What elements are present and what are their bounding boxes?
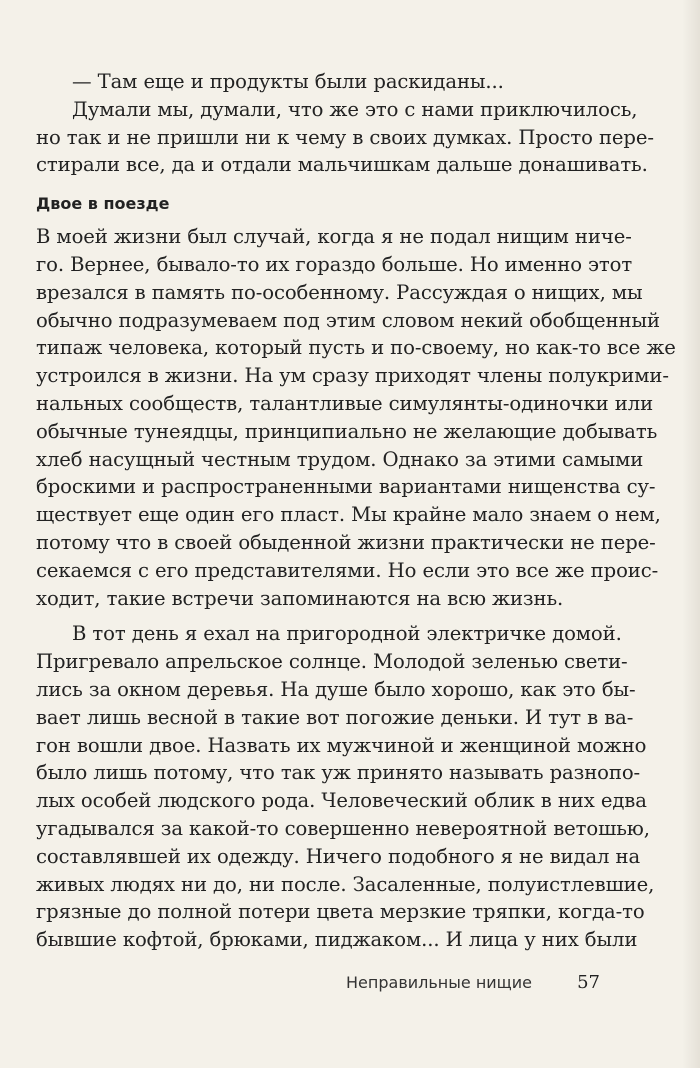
paragraph-2 [36, 620, 666, 954]
text-line: врезался в память по-особенному. Рассуждая о нищих, мы [36, 280, 643, 304]
text-line: устроился в жизни. На ум сразу приходят члены полукрими- [36, 364, 669, 388]
text-line: угадывался за какой-то совершенно невероятной ветошью, [36, 816, 650, 840]
text-line: живых людях ни до, ни после. Засаленные, полуистлевшие, [36, 872, 655, 896]
text-line: гон вошли двое. Назвать их мужчиной и женщиной можно [36, 733, 647, 757]
page-number: 57 [577, 972, 600, 993]
text-line: броскими и распространенными вариантами нищенства су- [36, 475, 656, 499]
text-line: вает лишь весной в такие вот погожие деньки. И тут в ва- [36, 705, 634, 729]
text-line: ходит, такие встречи запоминаются на всю жизнь. [36, 586, 564, 610]
page-footer [0, 972, 700, 998]
text-line: лись за окном деревья. На душе было хорошо, как это бы- [36, 677, 636, 701]
text-line: лых особей людского рода. Человеческий облик в них едва [36, 789, 647, 813]
text-line: Пригревало апрельское солнце. Молодой зеленью свети- [36, 650, 628, 674]
text-line: но так и не пришли ни к чему в своих думках. Просто пере- [36, 125, 654, 149]
text-line: секаемся с его представителями. Но если это все же проис- [36, 558, 659, 582]
text-line: хлеб насущный честным трудом. Однако за этими самыми [36, 447, 644, 471]
text-line: стирали все, да и отдали мальчишкам дальше донашивать. [36, 153, 648, 177]
text-line: В моей жизни был случай, когда я не подал нищим ниче- [36, 225, 632, 249]
text-line: грязные до полной потери цвета мерзкие тряпки, когда-то [36, 900, 645, 924]
section-heading: Двое в поезде [36, 194, 170, 214]
text-line: составлявшей их одежду. Ничего подобного я не видал на [36, 844, 641, 868]
text-line: обычные тунеядцы, принципиально не желающие добывать [36, 419, 658, 443]
page-edge-shadow [682, 0, 700, 1068]
text-line: ществует еще один его пласт. Мы крайне мало знаем о нем, [36, 503, 661, 527]
text-line: Думали мы, думали, что же это с нами приключилось, [72, 97, 638, 121]
text-line: го. Вернее, бывало-то их гораздо больше. Но именно этот [36, 252, 633, 276]
paragraph-gap [36, 612, 666, 620]
running-title: Неправильные нищие [346, 973, 532, 992]
text-line: — Там еще и продукты были раскиданы... [72, 70, 504, 93]
text-block [36, 68, 676, 954]
text-line: В тот день я ехал на пригородной электричке домой. [72, 622, 622, 646]
paragraph-top [36, 68, 666, 179]
text-line: обычно подразумеваем под этим словом некий обобщенный [36, 308, 660, 332]
text-line: потому что в своей обыденной жизни практически не пере- [36, 530, 656, 554]
text-line: бывшие кофтой, брюками, пиджаком... И лица у них были [36, 928, 638, 952]
text-line: было лишь потому, что так уж принято называть разнопо- [36, 761, 641, 785]
text-line: типаж человека, который пусть и по-своему, но как-то все же [36, 336, 676, 360]
paragraph-1 [36, 223, 676, 612]
text-line: нальных сообществ, талантливые симулянты-одиночки или [36, 391, 654, 415]
